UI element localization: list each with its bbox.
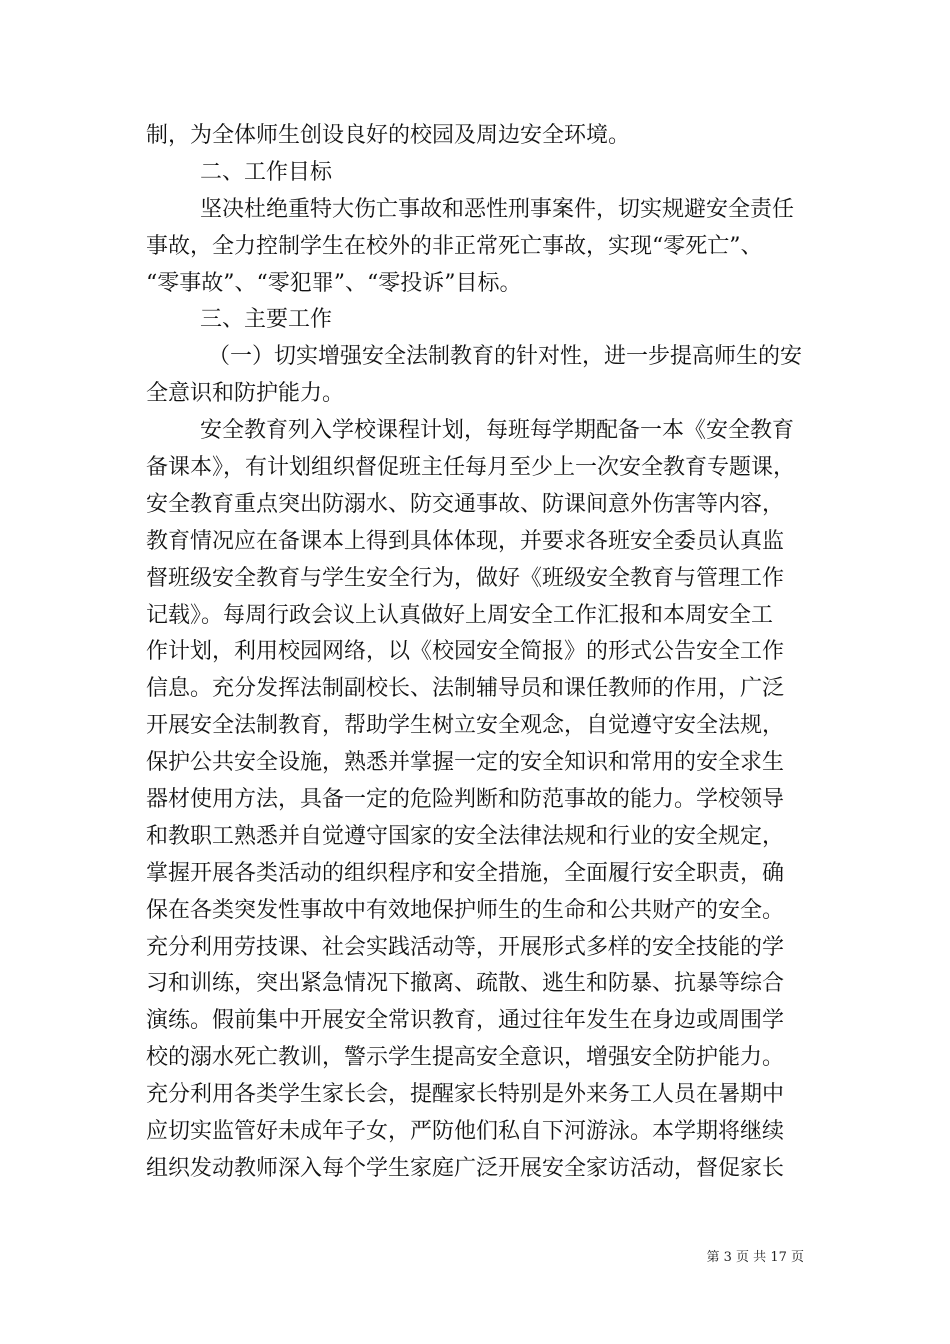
page-number-footer: 第 3 页 共 17 页 <box>706 1250 804 1265</box>
section-heading-main-work: 三、主要工作 <box>200 307 333 333</box>
text-line: 掌握开展各类活动的组织程序和安全措施，全面履行安全职责，确 <box>146 860 785 886</box>
text-line: 开展安全法制教育，帮助学生树立安全观念，自觉遵守安全法规， <box>146 713 785 739</box>
section-heading-goals: 二、工作目标 <box>200 159 333 185</box>
text-line: 充分利用劳技课、社会实践活动等，开展形式多样的安全技能的学 <box>146 934 785 960</box>
text-line: 事故，全力控制学生在校外的非正常死亡事故，实现“零死亡”、 <box>146 233 763 259</box>
text-line: 督班级安全教育与学生安全行为，做好《班级安全教育与管理工作 <box>146 565 785 591</box>
body-text <box>146 118 806 1188</box>
text-line: 记载》。每周行政会议上认真做好上周安全工作汇报和本周安全工 <box>146 602 774 628</box>
text-line: 保在各类突发性事故中有效地保护师生的生命和公共财产的安全。 <box>146 897 785 923</box>
text-line: 器材使用方法，具备一定的危险判断和防范事故的能力。学校领导 <box>146 787 785 813</box>
text-line: 教育情况应在备课本上得到具体体现，并要求各班安全委员认真监 <box>146 528 785 554</box>
text-line: 作计划，利用校园网络，以《校园安全简报》的形式公告安全工作 <box>146 639 785 665</box>
text-line: 制，为全体师生创设良好的校园及周边安全环境。 <box>146 123 631 148</box>
text-line: 充分利用各类学生家长会，提醒家长特别是外来务工人员在暑期中 <box>146 1082 785 1108</box>
text-line: 组织发动教师深入每个学生家庭广泛开展安全家访活动，督促家长 <box>146 1155 785 1181</box>
text-line: 全意识和防护能力。 <box>146 381 345 407</box>
text-line: 信息。充分发挥法制副校长、法制辅导员和课任教师的作用，广泛 <box>146 676 785 702</box>
text-line: 安全教育重点突出防溺水、防交通事故、防课间意外伤害等内容， <box>146 491 785 517</box>
text-line: 安全教育列入学校课程计划，每班每学期配备一本《安全教育 <box>200 418 795 444</box>
text-line: “零事故”、“零犯罪”、“零投诉”目标。 <box>146 270 522 296</box>
text-line: 备课本》，有计划组织督促班主任每月至少上一次安全教育专题课， <box>146 455 796 481</box>
text-line: 演练。假前集中开展安全常识教育，通过往年发生在身边或周围学 <box>146 1008 785 1034</box>
text-line: 保护公共安全设施，熟悉并掌握一定的安全知识和常用的安全求生 <box>146 750 785 776</box>
text-line: 坚决杜绝重特大伤亡事故和恶性刑事案件，切实规避安全责任 <box>200 196 795 222</box>
text-line: 校的溺水死亡教训，警示学生提高安全意识，增强安全防护能力。 <box>146 1045 785 1071</box>
text-line: 应切实监管好未成年子女，严防他们私自下河游泳。本学期将继续 <box>146 1119 785 1145</box>
text-line: 和教职工熟悉并自觉遵守国家的安全法律法规和行业的安全规定， <box>146 823 785 849</box>
subsection-heading: （一）切实增强安全法制教育的针对性，进一步提高师生的安 <box>208 344 803 370</box>
text-line: 习和训练，突出紧急情况下撤离、疏散、逃生和防暴、抗暴等综合 <box>146 971 785 997</box>
